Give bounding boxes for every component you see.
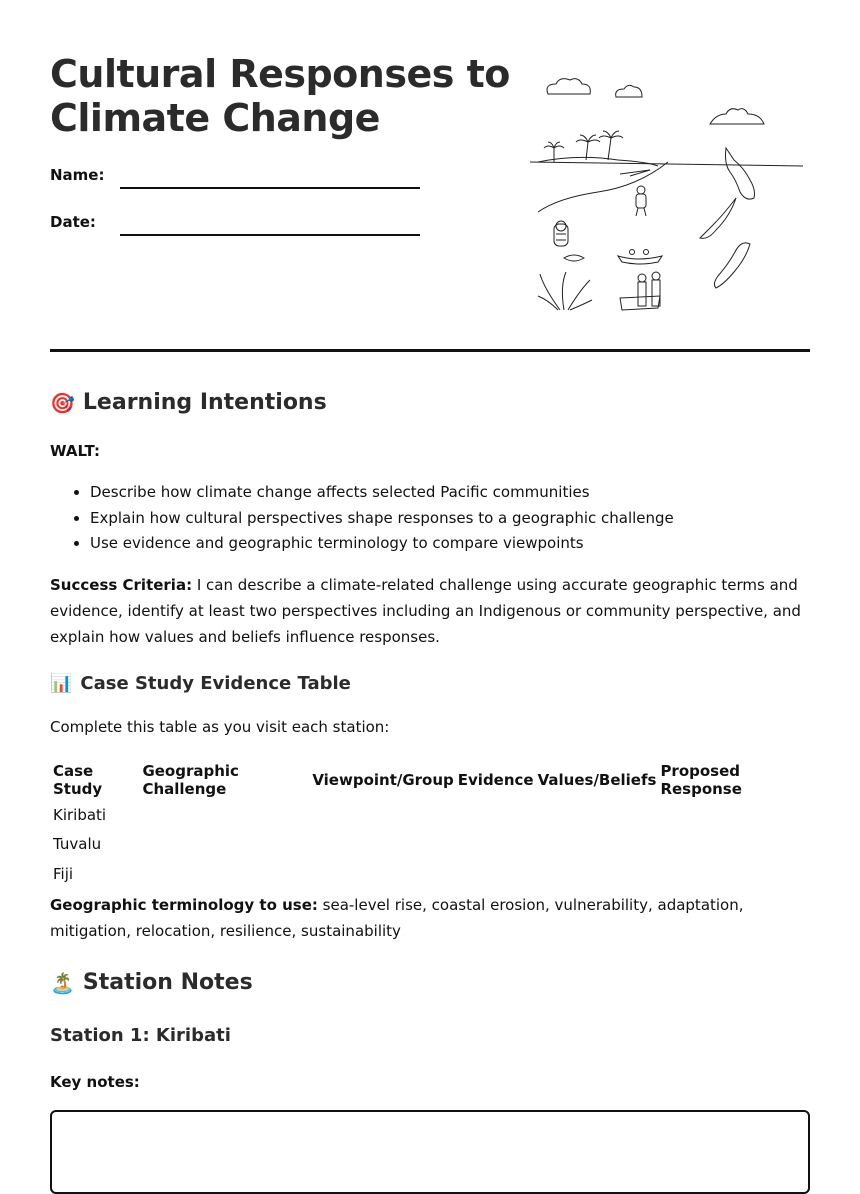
- table-cell[interactable]: [310, 859, 455, 889]
- evidence-table: [51, 760, 810, 889]
- island-icon: 🏝️: [50, 970, 75, 995]
- station-notes-title: Station Notes: [82, 970, 253, 995]
- table-cell[interactable]: [658, 800, 810, 830]
- table-cell[interactable]: [140, 859, 310, 889]
- terminology-note: [50, 892, 810, 944]
- basket-icon: [564, 255, 584, 261]
- person-icon: [636, 186, 646, 216]
- header-divider: [50, 349, 810, 352]
- column-header: Evidence: [457, 771, 534, 789]
- success-criteria-text: I can describe a climate-related challenge using accurate geographic terms and evidence, identify at least two perspectives including an Indigenous or community perspective, and explain how values and beliefs influence responses.: [50, 576, 801, 646]
- table-cell[interactable]: [536, 830, 659, 860]
- table-cell: Kiribati: [53, 805, 107, 824]
- column-header: Proposed Response: [660, 762, 742, 798]
- case-study-intro: Complete this table as you visit each station:: [50, 718, 390, 736]
- table-cell[interactable]: [536, 859, 659, 889]
- learning-intentions-heading: [50, 390, 327, 415]
- station-1-heading: Station 1: Kiribati: [50, 1025, 231, 1046]
- pacific-illustration: [528, 66, 808, 316]
- name-line[interactable]: [120, 187, 420, 189]
- table-cell[interactable]: [456, 800, 536, 830]
- table-cell[interactable]: [310, 830, 455, 860]
- table-row: [51, 800, 810, 830]
- worksheet-header: [50, 0, 810, 352]
- table-cell[interactable]: [140, 800, 310, 830]
- name-label: Name:: [50, 166, 105, 184]
- success-criteria-label: Success Criteria:: [50, 576, 193, 594]
- cloud-icon: [547, 79, 590, 94]
- column-header: Values/Beliefs: [537, 771, 657, 789]
- elders-icon: [620, 272, 660, 310]
- table-cell[interactable]: [310, 800, 455, 830]
- table-cell[interactable]: [140, 830, 310, 860]
- list-item: • Explain how cultural perspectives shape responses to a geographic challenge: [90, 506, 674, 532]
- case-study-heading: [50, 673, 351, 694]
- column-header: Geographic Challenge: [142, 762, 239, 798]
- target-icon: 🎯: [50, 390, 75, 415]
- palm-tree-icon: [599, 131, 623, 160]
- table-header-row: [51, 760, 810, 800]
- cloud-icon: [710, 109, 764, 124]
- walt-list: [50, 480, 674, 557]
- south-island-icon: [714, 243, 750, 288]
- carving-icon: [554, 221, 568, 246]
- table-row: [51, 859, 810, 889]
- table-row: [51, 830, 810, 860]
- terminology-label: Geographic terminology to use:: [50, 896, 318, 914]
- date-label: Date:: [50, 213, 96, 231]
- column-header: Viewpoint/Group: [312, 771, 454, 789]
- table-cell[interactable]: [456, 830, 536, 860]
- list-item: • Use evidence and geographic terminology to compare viewpoints: [90, 531, 674, 557]
- canoe-icon: [618, 256, 662, 264]
- learning-intentions-title: Learning Intentions: [82, 390, 327, 415]
- station-notes-heading: [50, 970, 253, 995]
- north-island-icon: [726, 148, 755, 199]
- table-cell[interactable]: [658, 830, 810, 860]
- plant-icon: [538, 272, 592, 310]
- success-criteria: [50, 572, 810, 650]
- table-cell: Tuvalu: [53, 835, 102, 854]
- palm-tree-icon: [576, 135, 600, 160]
- bar-chart-icon: 📊: [50, 672, 73, 694]
- walt-label: WALT:: [50, 442, 100, 460]
- key-notes-box[interactable]: [50, 1110, 810, 1194]
- list-item: • Describe how climate change affects selected Pacific communities: [90, 480, 674, 506]
- date-line[interactable]: [120, 234, 420, 236]
- table-cell[interactable]: [536, 800, 659, 830]
- key-notes-label: Key notes:: [50, 1073, 140, 1091]
- table-cell: Fiji: [53, 864, 74, 883]
- table-cell[interactable]: [456, 859, 536, 889]
- cloud-icon: [616, 85, 642, 97]
- page-title: Cultural Responses to Climate Change: [50, 52, 510, 140]
- column-header: Case Study: [53, 762, 103, 798]
- table-cell[interactable]: [658, 859, 810, 889]
- terminology-text: sea-level rise, coastal erosion, vulnerability, adaptation, mitigation, relocation, resilience, sustainability: [50, 896, 744, 940]
- case-study-title: Case Study Evidence Table: [80, 673, 351, 694]
